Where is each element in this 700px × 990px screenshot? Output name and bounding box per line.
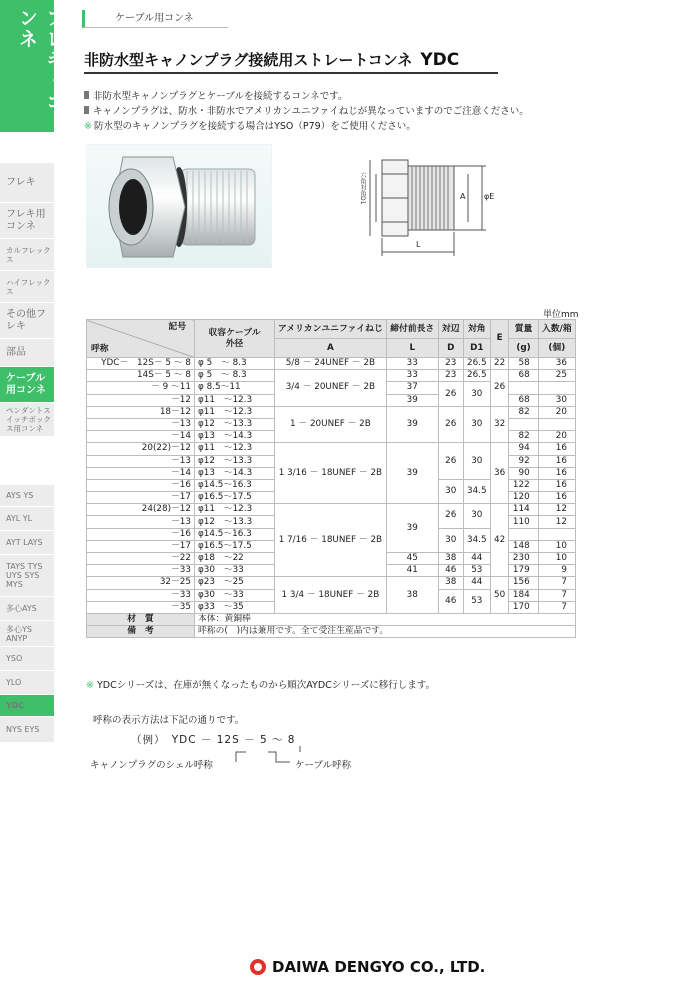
sidebar-item-ayt[interactable]: AYT LAYS (0, 530, 54, 554)
sidebar-item-nys[interactable]: NYS EYS (0, 716, 54, 742)
sidebar-item-cable-connector[interactable]: ケーブル用コンネ (0, 366, 54, 402)
sidebar-item-hiflex[interactable]: ハイフレックス (0, 270, 54, 302)
example-shell-label: キャノンプラグのシェル呼称 (90, 760, 213, 771)
header-length: 締付前長さ (386, 320, 438, 339)
example-code: （例） YDC － 12S － 5 ～ 8 (131, 734, 296, 746)
table-row: －12 φ11 ～12.3 39 68 30 (87, 394, 576, 406)
header-qty: 入数/箱 (538, 320, 575, 339)
sidebar-item-parts[interactable]: 部品 (0, 338, 54, 366)
bullet-note: ※ 防水型のキャノンプラグを接続する場合はYSO（P79）をご使用ください。 (84, 119, 529, 134)
model-code: YDC (420, 50, 460, 70)
sidebar-title: フレキ・コンネ (0, 0, 54, 132)
header-cable: 収容ケーブル 外径 (195, 320, 275, 358)
header-length-l: L (386, 339, 438, 358)
sidebar-item-ydc[interactable]: YDC (0, 694, 54, 716)
table-row: － 9 ～11 φ 8.5～11 37 26 30 (87, 382, 576, 394)
header-d-unit: D (438, 339, 463, 358)
sidebar-item-flexi[interactable]: フレキ (0, 162, 54, 202)
table-row: －14 φ13 ～14.3 90 16 (87, 467, 576, 479)
table-row: 24(28)－12 φ11 ～12.3 1 7/16 － 18UNEF － 2B 39 26 30 42 114 12 (87, 504, 576, 516)
dim-label-d1: 六角対角D1 (359, 172, 366, 205)
table-row: －13 φ12 ～13.3 92 16 (87, 455, 576, 467)
logo-mark-icon (250, 959, 266, 975)
table-row: 32－25 φ23 ～25 1 3/4 － 18UNEF － 2B 38 38 44 50 156 7 (87, 577, 576, 589)
sidebar-item-multi-ys[interactable]: 多心YS ANYP (0, 620, 54, 646)
table-row: －14 φ13 ～14.3 82 20 (87, 431, 576, 443)
table-row: －13 φ12 ～13.3 110 12 (87, 516, 576, 528)
table-row: －22 φ18 ～22 45 38 44 230 10 (87, 553, 576, 565)
sidebar-item-ylo[interactable]: YLO (0, 670, 54, 694)
header-thread: アメリカンユニファイねじ (275, 320, 387, 339)
table-row: －16 φ14.5～16.3 30 34.5 122 16 (87, 479, 576, 491)
header-d: 対辺 (438, 320, 463, 339)
header-e: E (490, 320, 509, 358)
company-logo: DAIWA DENGYO CO., LTD. (250, 958, 485, 976)
sidebar-item-ays[interactable]: AYS YS (0, 484, 54, 506)
header-d1-unit: D1 (463, 339, 490, 358)
sidebar-item-other-flexi[interactable]: その他フレキ (0, 302, 54, 338)
table-row: 14S－ 5 ～ 8 φ 5 ～ 8.3 3/4 － 20UNEF － 2B 33 23 26.5 26 68 25 (87, 370, 576, 382)
example-cable-label: ケーブル呼称 (295, 760, 352, 771)
bullet-1: 非防水型キャノンプラグとケーブルを接続するコンネです。 (84, 89, 529, 104)
dim-label-e: φE (484, 192, 495, 201)
bullet-2: キャノンプラグは、防水・非防水でアメリカンユニファイねじが異なっていますのでご注意ください。 (84, 104, 529, 119)
sidebar-item-tays[interactable]: TAYS TYS UYS SYS MYS (0, 554, 54, 596)
header-weight: 質量 (509, 320, 538, 339)
table-row: 18－12 φ11 ～12.3 1 － 20UNEF － 2B 39 26 30 32 82 20 (87, 406, 576, 418)
sidebar-item-pendant-switch[interactable]: ペンダントスイッチボックス用コンネ (0, 402, 54, 436)
sidebar-item-ayl[interactable]: AYL YL (0, 506, 54, 530)
header-code-name: 記号 呼称 (87, 320, 195, 358)
table-row: 20(22)－12 φ11 ～12.3 1 3/16 － 18UNEF － 2B 39 26 30 36 94 16 (87, 443, 576, 455)
dim-label-a: A (460, 192, 466, 201)
table-row: －17 φ16.5～17.5 120 16 (87, 492, 576, 504)
table-row: －33 φ30 ～33 41 46 53 179 9 (87, 565, 576, 577)
sidebar-item-yso[interactable]: YSO (0, 646, 54, 670)
migration-note: ※ YDCシリーズは、在庫が無くなったものから順次AYDCシリーズに移行します。 (86, 680, 436, 691)
sidebar-item-calflex[interactable]: カルフレックス (0, 238, 54, 270)
dim-label-l: L (416, 240, 421, 249)
example-title: 呼称の表示方法は下記の通りです。 (93, 715, 245, 726)
material-row: 材 質 本体：黄銅棒 (87, 613, 576, 625)
header-qty-unit: (個) (538, 339, 575, 358)
table-row: YDC－ 12S－ 5 ～ 8 φ 5 ～ 8.3 5/8 － 24UNEF － 2B 33 23 26.5 22 58 36 (87, 358, 576, 370)
sidebar-item-multi-ays[interactable]: 多心AYS (0, 596, 54, 620)
header-thread-a: A (275, 339, 387, 358)
sidebar-item-flexi-connector[interactable]: フレキ用コンネ (0, 202, 54, 238)
category-label: ケーブル用コンネ (82, 10, 228, 28)
remark-row: 備 考 呼称の( )内は兼用です。全て受注生産品です。 (87, 626, 576, 638)
table-row: －13 φ12 ～13.3 (87, 418, 576, 430)
table-row: －35 φ33 ～35 170 7 (87, 601, 576, 613)
unit-label: 単位mm (543, 310, 579, 320)
header-weight-unit: (g) (509, 339, 538, 358)
table-row: －17 φ16.5～17.5 148 10 (87, 540, 576, 552)
page-title: 非防水型キャノンプラグ接続用ストレートコンネ YDC (84, 50, 460, 70)
table-row: －33 φ30 ～33 46 53 184 7 (87, 589, 576, 601)
table-row: －16 φ14.5～16.3 30 34.5 (87, 528, 576, 540)
header-d1: 対角 (463, 320, 490, 339)
